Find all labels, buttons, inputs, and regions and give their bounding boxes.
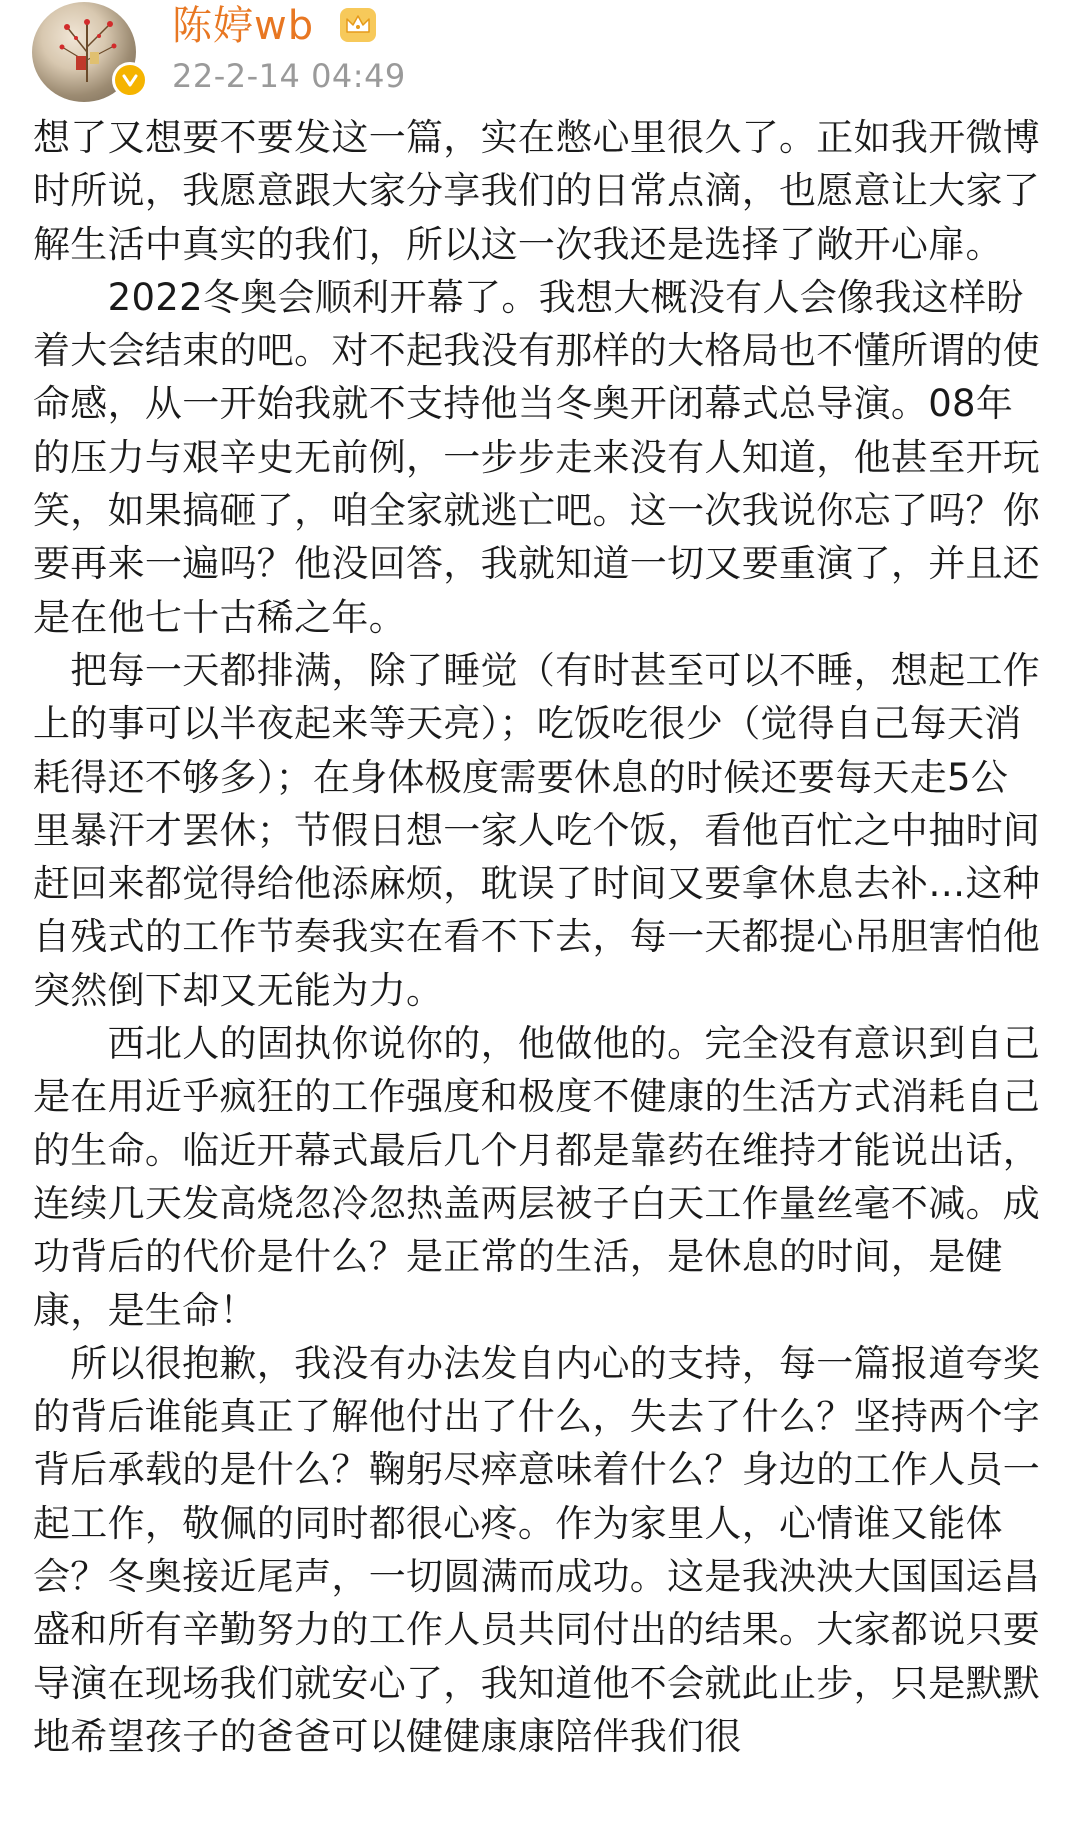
post-paragraph: 所以很抱歉，我没有办法发自内心的支持，每一篇报道夸奖的背后谁能真正了解他付出了什么，失去了什么？坚持两个字背后承载的是什么？鞠躬尽瘁意味着什么？身边的工作人员一起工作，敬佩的同时都很心疼。作为家里人，心情谁又能体会？冬奥接近尾声，一切圆满而成功。这是我泱泱大国国运昌盛和所有辛勤努力的工作人员共同付出的结果。大家都说只要导演在现场我们就安心了，我知道他不会就此止步，只是默默地希望孩子的爸爸可以健健康康陪伴我们很 [33,1341,1041,1758]
post-paragraph: 想了又想要不要发这一篇，实在憋心里很久了。正如我开微博时所说，我愿意跟大家分享我们的日常点滴，也愿意让大家了解生活中真实的我们，所以这一次我还是选择了敞开心扉。 [33,116,1041,266]
crown-icon[interactable] [338,6,378,44]
user-name[interactable]: 陈婷wb [172,3,315,49]
post-paragraph: 把每一天都排满，除了睡觉（有时甚至可以不睡，想起工作上的事可以半夜起来等天亮）；吃饭吃很少（觉得自己每天消耗得还不够多）；在身体极度需要休息的时候还要每天走5公里暴汗才罢休；节假日想一家人吃个饭，看他百忙之中抽时间赶回来都觉得给他添麻烦，耽误了时间又要拿休息去补…这种自残式的工作节奏我实在看不下去，每一天都提心吊胆害怕他突然倒下却又无能为力。 [33,648,1041,1012]
post-paragraph: 2022冬奥会顺利开幕了。我想大概没有人会像我这样盼着大会结束的吧。对不起我没有那样的大格局也不懂所谓的使命感，从一开始我就不支持他当冬奥开闭幕式总导演。08年的压力与艰辛史无前例，一步步走来没有人知道，他甚至开玩笑，如果搞砸了，咱全家就逃亡吧。这一次我说你忘了吗？你要再来一遍吗？他没回答，我就知道一切又要重演了，并且还是在他七十古稀之年。 [33,275,1041,639]
post-header [32,0,1042,112]
post-paragraph: 西北人的固执你说你的，他做他的。完全没有意识到自己是在用近乎疯狂的工作强度和极度不健康的生活方式消耗自己的生命。临近开幕式最后几个月都是靠药在维持才能说出话，连续几天发高烧忽冷忽热盖两层被子白天工作量丝毫不减。成功背后的代价是什么？是正常的生活，是休息的时间，是健康，是生命！ [33,1022,1041,1332]
post-body [33,111,1041,1763]
bottom-fade [0,1806,1074,1830]
avatar-image [52,12,122,82]
post-timestamp: 22-2-14 04:49 [172,57,406,95]
verified-badge-icon [112,62,148,98]
